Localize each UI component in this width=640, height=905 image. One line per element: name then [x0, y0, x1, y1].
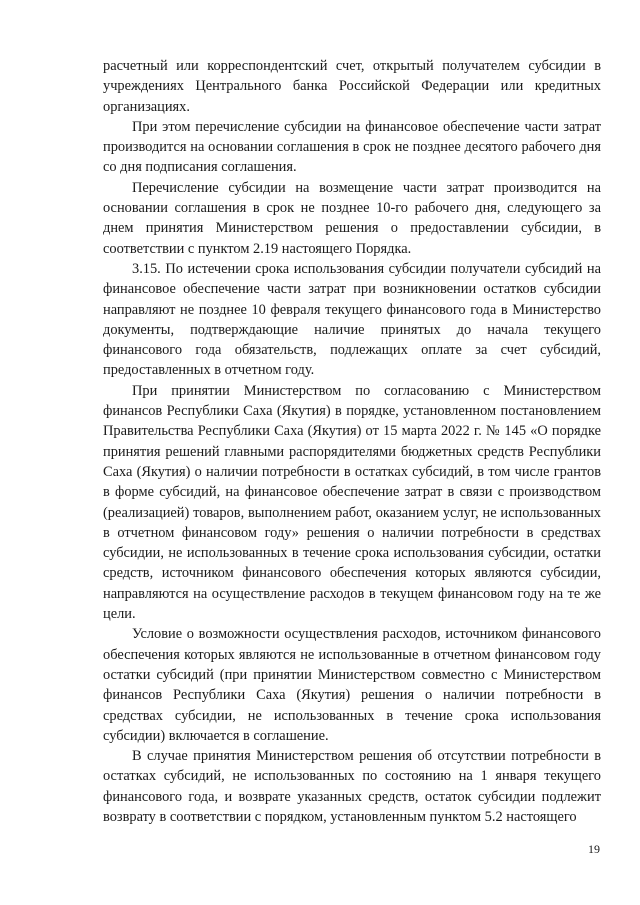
- document-body: [103, 56, 601, 827]
- paragraph-transfer-reimbursement: Перечисление субсидии на возмещение части затрат производится на основании соглашения в срок не позднее 10-го рабочего дня, следующего за днем принятия Министерством решения о предоставлении субсидии, в соответствии с пунктом 2.19 настоящего Порядка.: [103, 179, 601, 257]
- paragraph-account: расчетный или корреспондентский счет, открытый получателем субсидии в учреждениях Центрального банка Российской Федерации или кредитных организациях.: [103, 58, 601, 115]
- paragraph-transfer-financing: При этом перечисление субсидии на финансовое обеспечение части затрат производится на основании соглашения в срок не позднее десятого рабочего дня со дня подписания соглашения.: [103, 118, 601, 176]
- paragraph-condition: Условие о возможности осуществления расходов, источником финансового обеспечения которых являются не использованные в отчетном финансовом году остатки субсидий (при принятии Министерством совместно с Министерством финансов Республики Саха (Якутия) решения о наличии потребности в средствах субсидии, не использованных в течение срока использования субсидии) включается в соглашение.: [103, 626, 601, 744]
- paragraph-no-need: В случае принятия Министерством решения об отсутствии потребности в остатках субсидий, не использованных по состоянию на 1 января текущего финансового года, и возврате указанных средств, остаток субсидии подлежит возврату в соответствии с порядком, установленным пунктом 5.2 настоящего: [103, 748, 601, 825]
- page-number: 19: [588, 842, 600, 856]
- paragraph-ministry-decision: При принятии Министерством по согласованию с Министерством финансов Республики Саха (Якутия) в порядке, установленном постановлением Правительства Республики Саха (Якутия) от 15 марта 2022 г. № 145 «О порядке принятия решений главными распорядителями бюджетных средств Республики Саха (Якутия) о наличии потребности в остатках субсидий, в том числе грантов в форме субсидий, на финансовое обеспечение затрат в связи с производством (реализацией) товаров, выполнением работ, оказанием услуг, не использованных в отчетном финансовом году» решения о наличии потребности в средствах субсидии, не использованных в течение срока использования субсидии, остатки средств, источником финансового обеспечения которых являются субсидии, направляются на осуществление расходов в текущем финансовом году на те же цели.: [103, 382, 601, 623]
- paragraph-3-15: 3.15. По истечении срока использования субсидии получатели субсидий на финансовое обеспечение части затрат при возникновении остатков субсидии направляют не позднее 10 февраля текущего финансового года в Министерство документы, подтверждающие наличие принятых до начала текущего финансового года обязательств, подлежащих оплате за счет субсидий, предоставленных в отчетном году.: [103, 260, 601, 379]
